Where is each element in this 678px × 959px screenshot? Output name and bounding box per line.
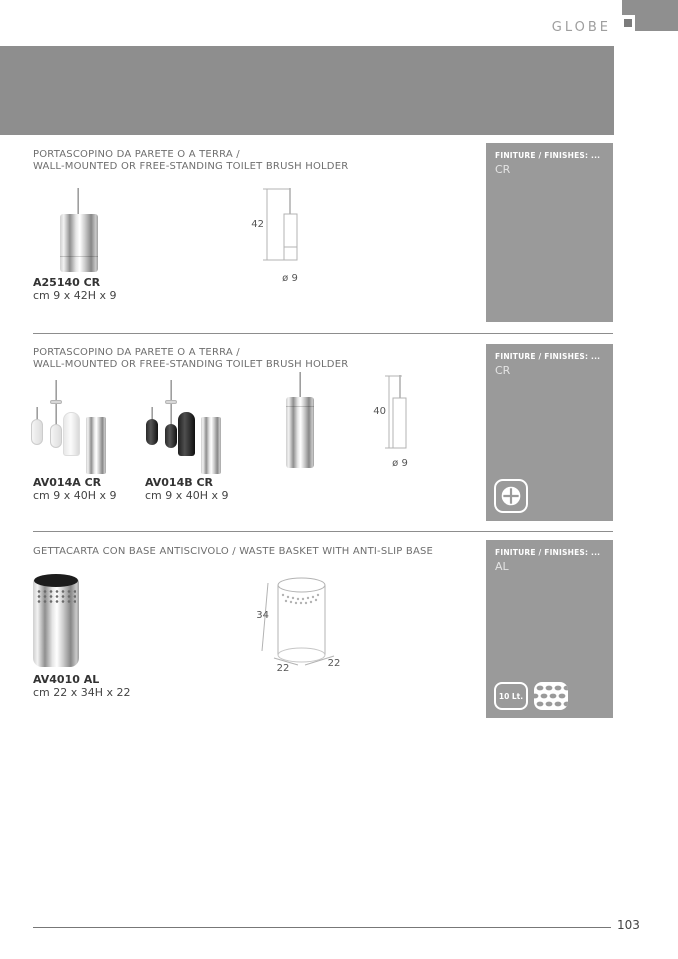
brand-logo-square-large	[635, 0, 678, 31]
section-2-title-en: WALL-MOUNTED OR FREE-STANDING TOILET BRUSH HOLDER	[33, 358, 349, 370]
perforation-icon	[534, 682, 568, 710]
finish-code: AL	[495, 560, 509, 573]
dimension-label-height: 34	[256, 610, 269, 621]
product-info	[33, 674, 131, 699]
section-1-title-en: WALL-MOUNTED OR FREE-STANDING TOILET BRUSH HOLDER	[33, 160, 349, 172]
product-photo-set-black	[142, 380, 222, 475]
product-code: A25140 CR	[33, 276, 101, 289]
finishes-panel	[486, 143, 613, 322]
product-info	[145, 477, 229, 502]
technical-drawing-brush-holder-42	[240, 186, 320, 288]
dimension-label-diameter: ø 9	[282, 273, 298, 284]
dimension-label-height: 40	[373, 406, 386, 417]
finish-code: CR	[495, 364, 511, 377]
product-photo-toilet-brush-holder	[59, 188, 99, 273]
product-dimensions: cm 9 x 42H x 9	[33, 289, 117, 302]
finishes-label: FINITURE / FINISHES: ...	[495, 352, 601, 361]
page-number: 103	[617, 918, 640, 932]
capacity-badge: 10 Lt.	[494, 682, 528, 710]
product-photo-waste-basket	[33, 577, 79, 667]
section-2-title	[33, 347, 463, 370]
section-2-title-it: PORTASCOPINO DA PARETE O A TERRA /	[33, 347, 240, 358]
product-code: AV014B CR	[145, 476, 213, 489]
product-dimensions: cm 22 x 34H x 22	[33, 686, 131, 699]
section-divider	[33, 333, 613, 334]
dimension-label-diameter: ø 9	[392, 458, 408, 469]
technical-drawing-brush-holder-40	[366, 372, 420, 472]
finishes-panel	[486, 540, 613, 718]
section-3-title-text: GETTACARTA CON BASE ANTISCIVOLO / WASTE BASKET WITH ANTI-SLIP BASE	[33, 546, 434, 557]
brand-logo-square-small	[624, 19, 632, 27]
header-banner	[0, 46, 614, 135]
dimension-label-height: 42	[251, 219, 264, 230]
wall-mount-screw-icon	[494, 479, 528, 513]
product-code: AV4010 AL	[33, 673, 100, 686]
section-divider	[33, 531, 613, 532]
dimension-label-width: 22	[276, 663, 290, 674]
section-1-title	[33, 149, 463, 172]
finishes-label: FINITURE / FINISHES: ...	[495, 548, 601, 557]
technical-drawing-waste-basket	[250, 574, 350, 674]
dimension-label-depth: 22	[327, 658, 341, 669]
brand-wordmark: GLOBE	[551, 20, 611, 35]
finishes-panel	[486, 344, 613, 521]
brand-logo-square-medium	[622, 0, 635, 15]
product-dimensions: cm 9 x 40H x 9	[145, 489, 229, 502]
section-3-title	[33, 546, 503, 558]
product-dimensions: cm 9 x 40H x 9	[33, 489, 117, 502]
product-info	[33, 277, 117, 302]
product-info	[33, 477, 117, 502]
product-photo-chrome-holder	[286, 372, 314, 468]
finishes-label: FINITURE / FINISHES: ...	[495, 151, 601, 160]
product-code: AV014A CR	[33, 476, 102, 489]
section-1-title-it: PORTASCOPINO DA PARETE O A TERRA /	[33, 149, 240, 160]
perforation-detail	[36, 589, 76, 605]
product-photo-set-white	[27, 380, 107, 475]
finish-code: CR	[495, 163, 511, 176]
footer-rule	[33, 927, 611, 928]
perforation-dots	[282, 594, 319, 604]
